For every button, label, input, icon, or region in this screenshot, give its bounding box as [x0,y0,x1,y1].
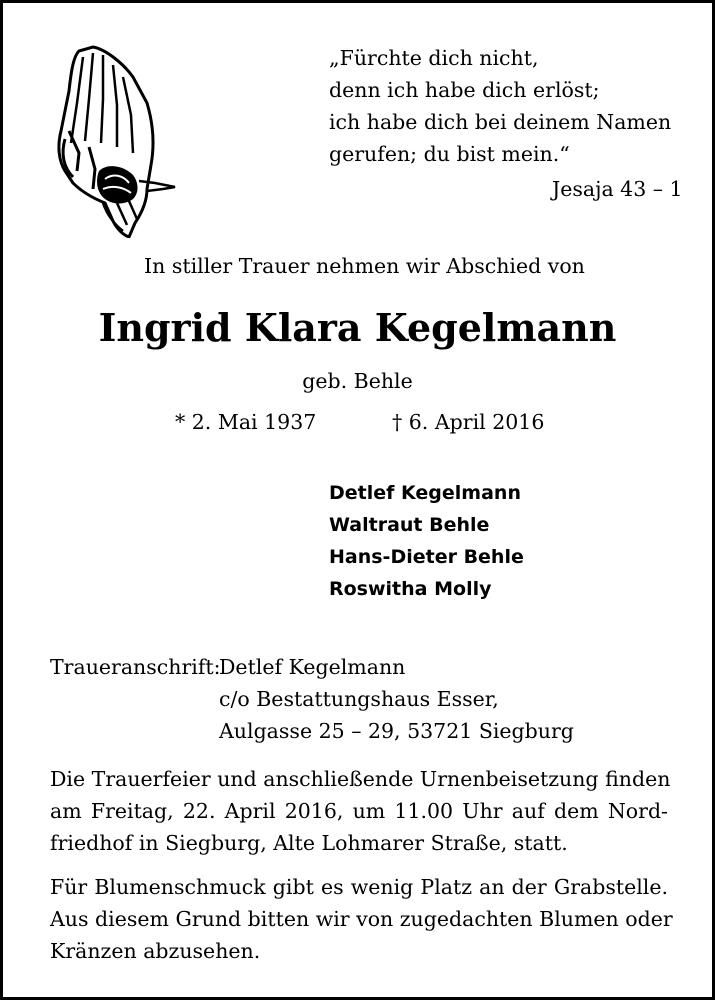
verse-reference: Jesaja 43 – 1 [552,177,683,201]
mourner-name: Hans-Dieter Behle [329,546,524,568]
paragraph-line: am Freitag, 22. April 2016, um 11.00 Uhr auf dem Nord- [50,799,668,823]
intro-line: In stiller Trauer nehmen wir Abschied von [144,254,585,278]
paragraph-line: Kränzen abzusehen. [50,939,261,963]
bible-verse [329,48,671,176]
address-line: c/o Bestattungshaus Esser, [219,687,499,711]
funeral-info-paragraph [50,767,671,865]
paragraph-line: friedhof in Siegburg, Alte Lohmarer Straße, statt. [50,831,568,855]
mourner-name: Detlef Kegelmann [329,482,521,504]
paragraph-line: Für Blumenschmuck gibt es wenig Platz an der Grabstelle. [50,875,668,899]
flowers-note-paragraph [50,875,673,973]
verse-line: gerufen; du bist mein.“ [329,142,570,166]
address-line: Aulgasse 25 – 29, 53721 Siegburg [219,719,574,743]
verse-line: „Fürchte dich nicht, [329,46,539,70]
verse-line: ich habe dich bei deinem Namen [329,110,672,134]
born-name: geb. Behle [302,369,413,393]
praying-hands-icon [43,43,183,238]
mourner-name: Waltraut Behle [329,514,490,536]
paragraph-line: Aus diesem Grund bitten wir von zugedachten Blumen oder [50,907,673,931]
address-label: Traueranschrift: [50,655,221,679]
mourners-list [329,484,524,612]
paragraph-line: Die Trauerfeier und anschließende Urnenbeisetzung finden [50,767,671,791]
birth-date: * 2. Mai 1937 [175,410,317,434]
mourner-name: Roswitha Molly [329,578,492,600]
death-date: † 6. April 2016 [392,410,545,434]
address-line: Detlef Kegelmann [219,655,406,679]
verse-line: denn ich habe dich erlöst; [329,78,600,102]
deceased-name: Ingrid Klara Kegelmann [98,305,617,350]
mourning-address [219,657,574,753]
